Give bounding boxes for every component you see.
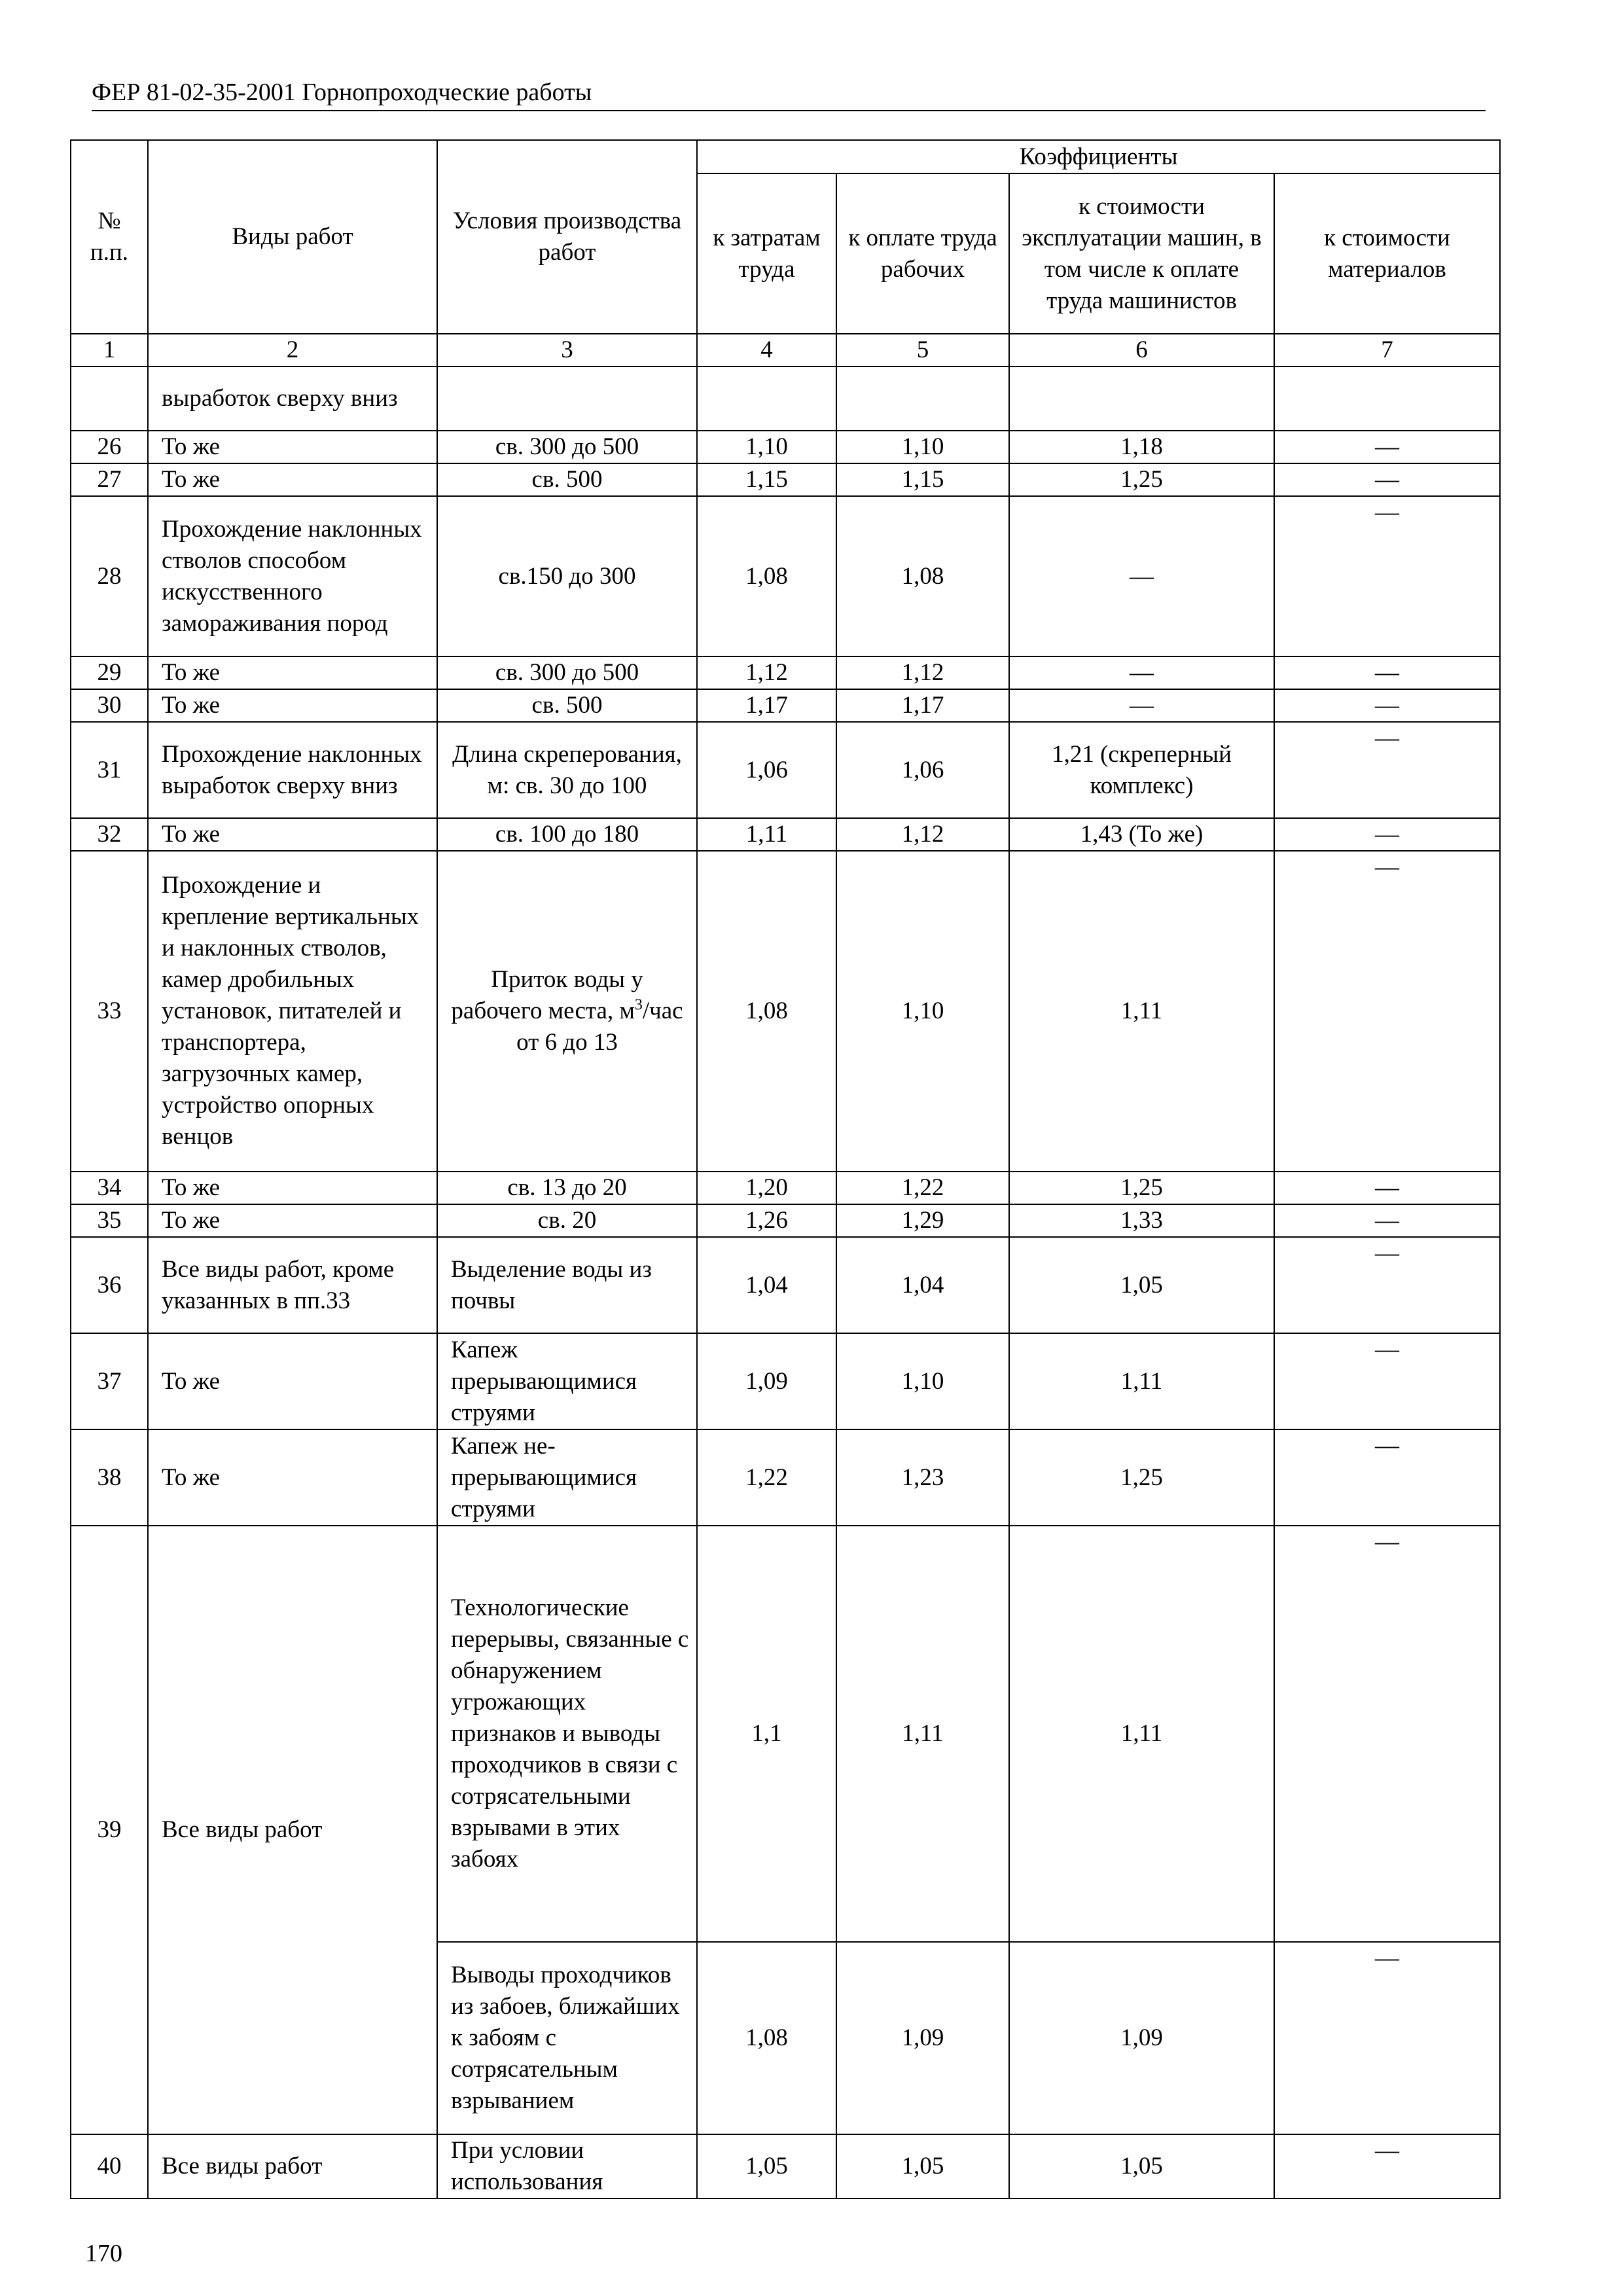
row-num: 29 — [71, 656, 148, 689]
row-num: 26 — [71, 431, 148, 463]
column-number: 7 — [1274, 334, 1500, 367]
row-wages: 1,10 — [836, 431, 1009, 463]
row-condition: Выводы проходчиков из забоев, ближайших к забоям с сотрясательным взрыванием — [437, 1942, 697, 2134]
row-materials: — — [1274, 851, 1500, 1172]
row-num: 36 — [71, 1237, 148, 1333]
row-num: 30 — [71, 689, 148, 722]
row-wages: 1,10 — [836, 1333, 1009, 1429]
row-condition: св. 300 до 500 — [437, 656, 697, 689]
column-number: 5 — [836, 334, 1009, 367]
row-work: То же — [148, 689, 437, 722]
row-machines: 1,11 — [1009, 1526, 1274, 1942]
row-labor: 1,08 — [697, 851, 836, 1172]
row-work: То же — [148, 1204, 437, 1237]
row-machines: 1,21 (скреперный комплекс) — [1009, 722, 1274, 818]
row-wages: 1,23 — [836, 1429, 1009, 1526]
table-row — [71, 1526, 1500, 1942]
row-machines: 1,25 — [1009, 463, 1274, 496]
row-wages: 1,11 — [836, 1526, 1009, 1942]
row-wages: 1,06 — [836, 722, 1009, 818]
row-work: То же — [148, 431, 437, 463]
condition-text: Приток воды у рабочего места, м — [451, 966, 643, 1024]
row-condition: При условии использования — [437, 2134, 697, 2198]
row-num: 40 — [71, 2134, 148, 2198]
row-wages: 1,09 — [836, 1942, 1009, 2134]
row-labor: 1,26 — [697, 1204, 836, 1237]
row-condition: св. 500 — [437, 689, 697, 722]
row-work: То же — [148, 1429, 437, 1526]
table-row — [71, 367, 1500, 431]
row-labor: 1,17 — [697, 689, 836, 722]
row-work: Все виды работ — [148, 1526, 437, 2134]
row-condition: св.150 до 300 — [437, 496, 697, 656]
row-machines: — — [1009, 496, 1274, 656]
row-num: 33 — [71, 851, 148, 1172]
row-machines: 1,11 — [1009, 851, 1274, 1172]
row-num: 31 — [71, 722, 148, 818]
row-condition — [437, 367, 697, 431]
row-materials: — — [1274, 1526, 1500, 1942]
table-row — [71, 656, 1500, 689]
row-num — [71, 367, 148, 431]
row-labor: 1,11 — [697, 818, 836, 851]
row-wages: 1,29 — [836, 1204, 1009, 1237]
row-work: Прохождение и крепление вертикальных и наклонных стволов, камер дробильных установок, питателей и транспортера, загрузочных камер, устройство опорных венцов — [148, 851, 437, 1172]
row-work: Прохождение наклонных стволов способом искусственного замораживания пород — [148, 496, 437, 656]
row-materials — [1274, 367, 1500, 431]
table-row — [71, 496, 1500, 656]
row-labor — [697, 367, 836, 431]
row-wages: 1,08 — [836, 496, 1009, 656]
row-machines: 1,43 (То же) — [1009, 818, 1274, 851]
header-coefficients: Коэффициенты — [697, 140, 1500, 173]
table-row — [71, 818, 1500, 851]
row-materials: — — [1274, 431, 1500, 463]
header-work: Виды работ — [148, 140, 437, 334]
row-labor: 1,09 — [697, 1333, 836, 1429]
row-condition: св. 300 до 500 — [437, 431, 697, 463]
column-number: 6 — [1009, 334, 1274, 367]
row-materials: — — [1274, 1204, 1500, 1237]
row-condition: св. 500 — [437, 463, 697, 496]
column-number: 2 — [148, 334, 437, 367]
row-materials: — — [1274, 1942, 1500, 2134]
coefficients-table — [70, 139, 1501, 2199]
row-wages — [836, 367, 1009, 431]
row-labor: 1,12 — [697, 656, 836, 689]
row-materials: — — [1274, 1237, 1500, 1333]
row-materials: — — [1274, 818, 1500, 851]
row-condition: Длина скреперования, м: св. 30 до 100 — [437, 722, 697, 818]
row-work: Все виды работ, кроме указанных в пп.33 — [148, 1237, 437, 1333]
table-row — [71, 851, 1500, 1172]
row-work: То же — [148, 818, 437, 851]
row-num: 35 — [71, 1204, 148, 1237]
row-condition: Капеж прерывающимися струями — [437, 1333, 697, 1429]
row-labor: 1,1 — [697, 1526, 836, 1942]
row-work: То же — [148, 1172, 437, 1204]
row-num: 39 — [71, 1526, 148, 2134]
row-num: 27 — [71, 463, 148, 496]
row-work: Прохождение наклонных выработок сверху вниз — [148, 722, 437, 818]
row-num: 37 — [71, 1333, 148, 1429]
table-row — [71, 431, 1500, 463]
row-work: То же — [148, 1333, 437, 1429]
header-conditions: Условия производства работ — [437, 140, 697, 334]
document-title: ФЕР 81-02-35-2001 Горнопроходческие работы — [92, 79, 592, 106]
row-machines: 1,25 — [1009, 1172, 1274, 1204]
row-wages: 1,22 — [836, 1172, 1009, 1204]
condition-text-continued: /час от 6 до 13 — [516, 997, 683, 1056]
row-wages: 1,10 — [836, 851, 1009, 1172]
row-condition: Технологические перерывы, связанные с обнаружением угрожающих признаков и выводы проходчиков в связи с сотрясательными взрывами в этих забоях — [437, 1526, 697, 1942]
row-wages: 1,12 — [836, 656, 1009, 689]
row-machines: 1,09 — [1009, 1942, 1274, 2134]
row-labor: 1,22 — [697, 1429, 836, 1526]
row-machines: 1,33 — [1009, 1204, 1274, 1237]
header-wages: к оплате труда рабочих — [836, 173, 1009, 334]
page-header — [92, 77, 1486, 111]
header-machines: к стоимости эксплуатации машин, в том числе к оплате труда машинистов — [1009, 173, 1274, 334]
row-materials: — — [1274, 2134, 1500, 2198]
row-machines: 1,05 — [1009, 2134, 1274, 2198]
column-number: 3 — [437, 334, 697, 367]
table-row — [71, 1429, 1500, 1526]
row-machines: 1,05 — [1009, 1237, 1274, 1333]
table-row — [71, 1172, 1500, 1204]
superscript-three: 3 — [634, 996, 643, 1014]
row-labor: 1,20 — [697, 1172, 836, 1204]
row-materials: — — [1274, 463, 1500, 496]
row-wages: 1,15 — [836, 463, 1009, 496]
row-condition: св. 13 до 20 — [437, 1172, 697, 1204]
row-labor: 1,15 — [697, 463, 836, 496]
row-wages: 1,17 — [836, 689, 1009, 722]
header-labor: к затратам труда — [697, 173, 836, 334]
row-condition: Капеж не-прерывающимися струями — [437, 1429, 697, 1526]
row-wages: 1,05 — [836, 2134, 1009, 2198]
row-num: 32 — [71, 818, 148, 851]
row-wages: 1,04 — [836, 1237, 1009, 1333]
row-work: То же — [148, 656, 437, 689]
row-labor: 1,08 — [697, 1942, 836, 2134]
row-condition: св. 20 — [437, 1204, 697, 1237]
row-num: 34 — [71, 1172, 148, 1204]
header-materials: к стоимости материалов — [1274, 173, 1500, 334]
row-materials: — — [1274, 689, 1500, 722]
row-materials: — — [1274, 722, 1500, 818]
row-labor: 1,08 — [697, 496, 836, 656]
row-machines: 1,11 — [1009, 1333, 1274, 1429]
row-condition: св. 100 до 180 — [437, 818, 697, 851]
column-number-row — [71, 334, 1500, 367]
row-materials: — — [1274, 1333, 1500, 1429]
row-labor: 1,05 — [697, 2134, 836, 2198]
table-row — [71, 463, 1500, 496]
row-num: 38 — [71, 1429, 148, 1526]
page-number: 170 — [85, 2240, 122, 2267]
header-num: № п.п. — [71, 140, 148, 334]
row-machines: 1,25 — [1009, 1429, 1274, 1526]
row-machines — [1009, 367, 1274, 431]
row-num: 28 — [71, 496, 148, 656]
row-labor: 1,06 — [697, 722, 836, 818]
row-work: То же — [148, 463, 437, 496]
row-labor: 1,04 — [697, 1237, 836, 1333]
table-row — [71, 1237, 1500, 1333]
column-number: 4 — [697, 334, 836, 367]
row-work: Все виды работ — [148, 2134, 437, 2198]
row-machines: — — [1009, 689, 1274, 722]
table-row — [71, 2134, 1500, 2198]
row-condition: Выделение воды из почвы — [437, 1237, 697, 1333]
row-labor: 1,10 — [697, 431, 836, 463]
table-row — [71, 722, 1500, 818]
table-header-row — [71, 140, 1500, 173]
row-wages: 1,12 — [836, 818, 1009, 851]
row-work: выработок сверху вниз — [148, 367, 437, 431]
row-machines: 1,18 — [1009, 431, 1274, 463]
row-materials: — — [1274, 1429, 1500, 1526]
row-machines: — — [1009, 656, 1274, 689]
row-materials: — — [1274, 1172, 1500, 1204]
row-materials: — — [1274, 496, 1500, 656]
row-materials: — — [1274, 656, 1500, 689]
table-row — [71, 1204, 1500, 1237]
table-row — [71, 1333, 1500, 1429]
row-condition — [437, 851, 697, 1172]
table-row — [71, 689, 1500, 722]
column-number: 1 — [71, 334, 148, 367]
